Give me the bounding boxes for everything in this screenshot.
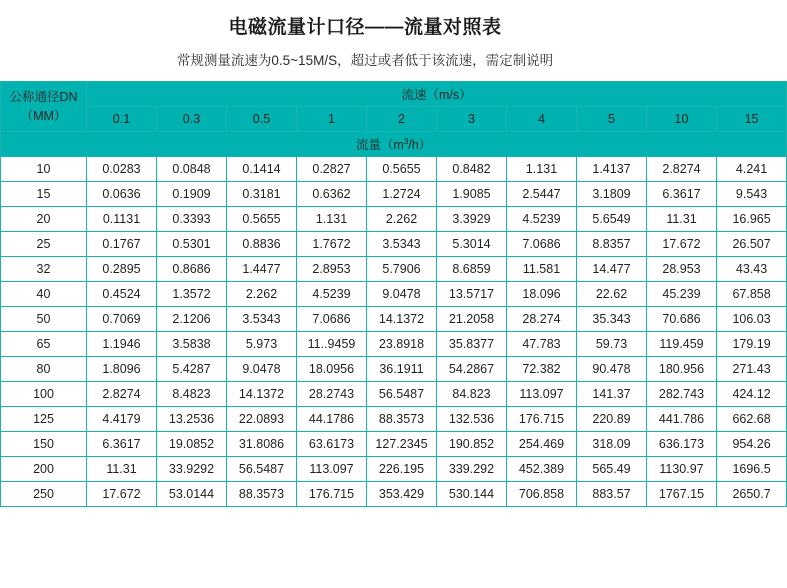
table-row: [1, 382, 787, 407]
cell-flow: 1696.5: [717, 457, 787, 482]
cell-flow: 47.783: [507, 332, 577, 357]
cell-flow: 0.5301: [157, 232, 227, 257]
cell-dn: 250: [1, 482, 87, 507]
cell-flow: 3.1809: [577, 182, 647, 207]
cell-flow: 67.858: [717, 282, 787, 307]
table-row: [1, 332, 787, 357]
cell-flow: 36.1911: [367, 357, 437, 382]
cell-flow: 119.459: [647, 332, 717, 357]
header-velocity-6: 4: [507, 107, 577, 132]
cell-flow: 0.3393: [157, 207, 227, 232]
table-body: [1, 157, 787, 507]
cell-flow: 271.43: [717, 357, 787, 382]
cell-flow: 1.3572: [157, 282, 227, 307]
cell-flow: 84.823: [437, 382, 507, 407]
table-row: [1, 207, 787, 232]
cell-flow: 190.852: [437, 432, 507, 457]
cell-flow: 90.478: [577, 357, 647, 382]
cell-flow: 1.1946: [87, 332, 157, 357]
cell-dn: 80: [1, 357, 87, 382]
cell-dn: 15: [1, 182, 87, 207]
cell-flow: 530.144: [437, 482, 507, 507]
cell-flow: 452.389: [507, 457, 577, 482]
cell-flow: 0.1414: [227, 157, 297, 182]
header-flow-sup: 3: [403, 136, 409, 146]
cell-flow: 19.0852: [157, 432, 227, 457]
table-row: [1, 482, 787, 507]
cell-flow: 4.4179: [87, 407, 157, 432]
cell-flow: 8.6859: [437, 257, 507, 282]
cell-flow: 35.8377: [437, 332, 507, 357]
cell-flow: 88.3573: [227, 482, 297, 507]
cell-flow: 9.0478: [227, 357, 297, 382]
cell-flow: 662.68: [717, 407, 787, 432]
cell-flow: 1.8096: [87, 357, 157, 382]
header-nominal-diameter: [1, 82, 87, 132]
cell-flow: 254.469: [507, 432, 577, 457]
cell-flow: 176.715: [297, 482, 367, 507]
cell-flow: 4.5239: [507, 207, 577, 232]
cell-flow: 7.0686: [297, 307, 367, 332]
cell-flow: 1.4137: [577, 157, 647, 182]
cell-flow: 0.4524: [87, 282, 157, 307]
cell-flow: 8.4823: [157, 382, 227, 407]
header-velocity-5: 3: [437, 107, 507, 132]
cell-flow: 11..9459: [297, 332, 367, 357]
cell-flow: 21.2058: [437, 307, 507, 332]
cell-flow: 113.097: [297, 457, 367, 482]
cell-flow: 0.1909: [157, 182, 227, 207]
cell-flow: 2650.7: [717, 482, 787, 507]
cell-flow: 0.8836: [227, 232, 297, 257]
table-header-row-velocities: [1, 107, 787, 132]
cell-flow: 18.096: [507, 282, 577, 307]
cell-flow: 1767.15: [647, 482, 717, 507]
cell-flow: 72.382: [507, 357, 577, 382]
cell-flow: 28.2743: [297, 382, 367, 407]
table-row: [1, 357, 787, 382]
header-velocity-2: 0.5: [227, 107, 297, 132]
cell-flow: 26.507: [717, 232, 787, 257]
cell-flow: 0.6362: [297, 182, 367, 207]
cell-flow: 339.292: [437, 457, 507, 482]
header-velocity-4: 2: [367, 107, 437, 132]
cell-flow: 59.73: [577, 332, 647, 357]
table-header-row-flow: [1, 132, 787, 157]
cell-flow: 565.49: [577, 457, 647, 482]
cell-flow: 11.31: [647, 207, 717, 232]
cell-flow: 2.5447: [507, 182, 577, 207]
cell-flow: 132.536: [437, 407, 507, 432]
table-row: [1, 457, 787, 482]
cell-flow: 56.5487: [227, 457, 297, 482]
cell-flow: 2.8953: [297, 257, 367, 282]
header-flow-prefix: 流量（m: [355, 138, 404, 152]
cell-flow: 8.8357: [577, 232, 647, 257]
page-subtitle: 常规测量流速为0.5~15M/S，超过或者低于该流速，需定制说明: [176, 53, 554, 68]
cell-flow: 28.274: [507, 307, 577, 332]
cell-flow: 0.0848: [157, 157, 227, 182]
cell-flow: 0.5655: [227, 207, 297, 232]
cell-flow: 0.5655: [367, 157, 437, 182]
table-row: [1, 257, 787, 282]
cell-flow: 0.0636: [87, 182, 157, 207]
cell-flow: 13.5717: [437, 282, 507, 307]
cell-flow: 176.715: [507, 407, 577, 432]
cell-flow: 23.8918: [367, 332, 437, 357]
cell-flow: 63.6173: [297, 432, 367, 457]
cell-flow: 35.343: [577, 307, 647, 332]
cell-flow: 13.2536: [157, 407, 227, 432]
cell-flow: 14.1372: [367, 307, 437, 332]
cell-flow: 0.0283: [87, 157, 157, 182]
header-nominal-diameter-line2: （MM）: [20, 108, 67, 123]
cell-flow: 226.195: [367, 457, 437, 482]
cell-flow: 45.239: [647, 282, 717, 307]
cell-flow: 113.097: [507, 382, 577, 407]
cell-flow: 179.19: [717, 332, 787, 357]
cell-flow: 5.7906: [367, 257, 437, 282]
cell-dn: 125: [1, 407, 87, 432]
cell-flow: 33.9292: [157, 457, 227, 482]
cell-flow: 31.8086: [227, 432, 297, 457]
cell-flow: 5.973: [227, 332, 297, 357]
cell-flow: 3.3929: [437, 207, 507, 232]
cell-flow: 220.89: [577, 407, 647, 432]
cell-flow: 7.0686: [507, 232, 577, 257]
table-row: [1, 432, 787, 457]
cell-flow: 6.3617: [87, 432, 157, 457]
header-velocity-1: 0.3: [157, 107, 227, 132]
cell-flow: 16.965: [717, 207, 787, 232]
cell-dn: 32: [1, 257, 87, 282]
cell-flow: 3.5343: [227, 307, 297, 332]
cell-flow: 0.7069: [87, 307, 157, 332]
cell-flow: 1.131: [297, 207, 367, 232]
cell-flow: 282.743: [647, 382, 717, 407]
table-row: [1, 307, 787, 332]
flow-rate-table: [0, 81, 787, 507]
header-velocity-7: 5: [577, 107, 647, 132]
cell-flow: 5.3014: [437, 232, 507, 257]
table-row: [1, 282, 787, 307]
cell-flow: 56.5487: [367, 382, 437, 407]
cell-dn: 200: [1, 457, 87, 482]
cell-flow: 4.5239: [297, 282, 367, 307]
cell-flow: 0.3181: [227, 182, 297, 207]
cell-flow: 1.4477: [227, 257, 297, 282]
cell-flow: 1.2724: [367, 182, 437, 207]
cell-flow: 28.953: [647, 257, 717, 282]
cell-flow: 127.2345: [367, 432, 437, 457]
table-row: [1, 407, 787, 432]
header-velocity-9: 15: [717, 107, 787, 132]
cell-flow: 2.8274: [87, 382, 157, 407]
cell-dn: 50: [1, 307, 87, 332]
cell-flow: 883.57: [577, 482, 647, 507]
cell-flow: 1.131: [507, 157, 577, 182]
cell-flow: 954.26: [717, 432, 787, 457]
cell-flow: 1130.97: [647, 457, 717, 482]
cell-flow: 106.03: [717, 307, 787, 332]
cell-flow: 6.3617: [647, 182, 717, 207]
cell-flow: 4.241: [717, 157, 787, 182]
header-velocity-8: 10: [647, 107, 717, 132]
table-head: [1, 82, 787, 157]
cell-flow: 54.2867: [437, 357, 507, 382]
cell-dn: 100: [1, 382, 87, 407]
cell-flow: 441.786: [647, 407, 717, 432]
cell-dn: 20: [1, 207, 87, 232]
page-title: 电磁流量计口径——流量对照表: [228, 17, 502, 38]
cell-flow: 424.12: [717, 382, 787, 407]
cell-flow: 44.1786: [297, 407, 367, 432]
cell-flow: 2.1206: [157, 307, 227, 332]
cell-dn: 40: [1, 282, 87, 307]
cell-flow: 180.956: [647, 357, 717, 382]
cell-flow: 706.858: [507, 482, 577, 507]
cell-flow: 9.543: [717, 182, 787, 207]
cell-flow: 0.1767: [87, 232, 157, 257]
header-flow-group: [1, 132, 787, 157]
cell-flow: 70.686: [647, 307, 717, 332]
cell-flow: 88.3573: [367, 407, 437, 432]
cell-flow: 22.0893: [227, 407, 297, 432]
cell-flow: 0.2827: [297, 157, 367, 182]
header-velocity-group: 流速（m/s）: [87, 82, 787, 107]
cell-flow: 22.62: [577, 282, 647, 307]
cell-flow: 318.09: [577, 432, 647, 457]
cell-flow: 2.8274: [647, 157, 717, 182]
header-velocity-3: 1: [297, 107, 367, 132]
cell-flow: 0.8686: [157, 257, 227, 282]
cell-flow: 14.477: [577, 257, 647, 282]
cell-flow: 0.1131: [87, 207, 157, 232]
cell-flow: 53.0144: [157, 482, 227, 507]
cell-dn: 65: [1, 332, 87, 357]
cell-flow: 2.262: [367, 207, 437, 232]
header-flow-suffix: /h）: [408, 138, 432, 152]
cell-flow: 3.5838: [157, 332, 227, 357]
cell-flow: 0.2895: [87, 257, 157, 282]
cell-flow: 141.37: [577, 382, 647, 407]
cell-flow: 353.429: [367, 482, 437, 507]
cell-flow: 2.262: [227, 282, 297, 307]
cell-dn: 150: [1, 432, 87, 457]
table-header-row-group: [1, 82, 787, 107]
cell-flow: 43.43: [717, 257, 787, 282]
cell-dn: 25: [1, 232, 87, 257]
cell-flow: 636.173: [647, 432, 717, 457]
cell-flow: 14.1372: [227, 382, 297, 407]
cell-flow: 5.6549: [577, 207, 647, 232]
table-row: [1, 157, 787, 182]
cell-flow: 1.9085: [437, 182, 507, 207]
cell-flow: 9.0478: [367, 282, 437, 307]
cell-flow: 17.672: [647, 232, 717, 257]
cell-flow: 3.5343: [367, 232, 437, 257]
cell-dn: 10: [1, 157, 87, 182]
table-row: [1, 182, 787, 207]
cell-flow: 5.4287: [157, 357, 227, 382]
cell-flow: 18.0956: [297, 357, 367, 382]
cell-flow: 11.31: [87, 457, 157, 482]
cell-flow: 0.8482: [437, 157, 507, 182]
table-row: [1, 232, 787, 257]
cell-flow: 17.672: [87, 482, 157, 507]
cell-flow: 1.7672: [297, 232, 367, 257]
header-nominal-diameter-line1: 公称通径DN: [9, 90, 78, 105]
header-velocity-0: 0.1: [87, 107, 157, 132]
cell-flow: 11.581: [507, 257, 577, 282]
